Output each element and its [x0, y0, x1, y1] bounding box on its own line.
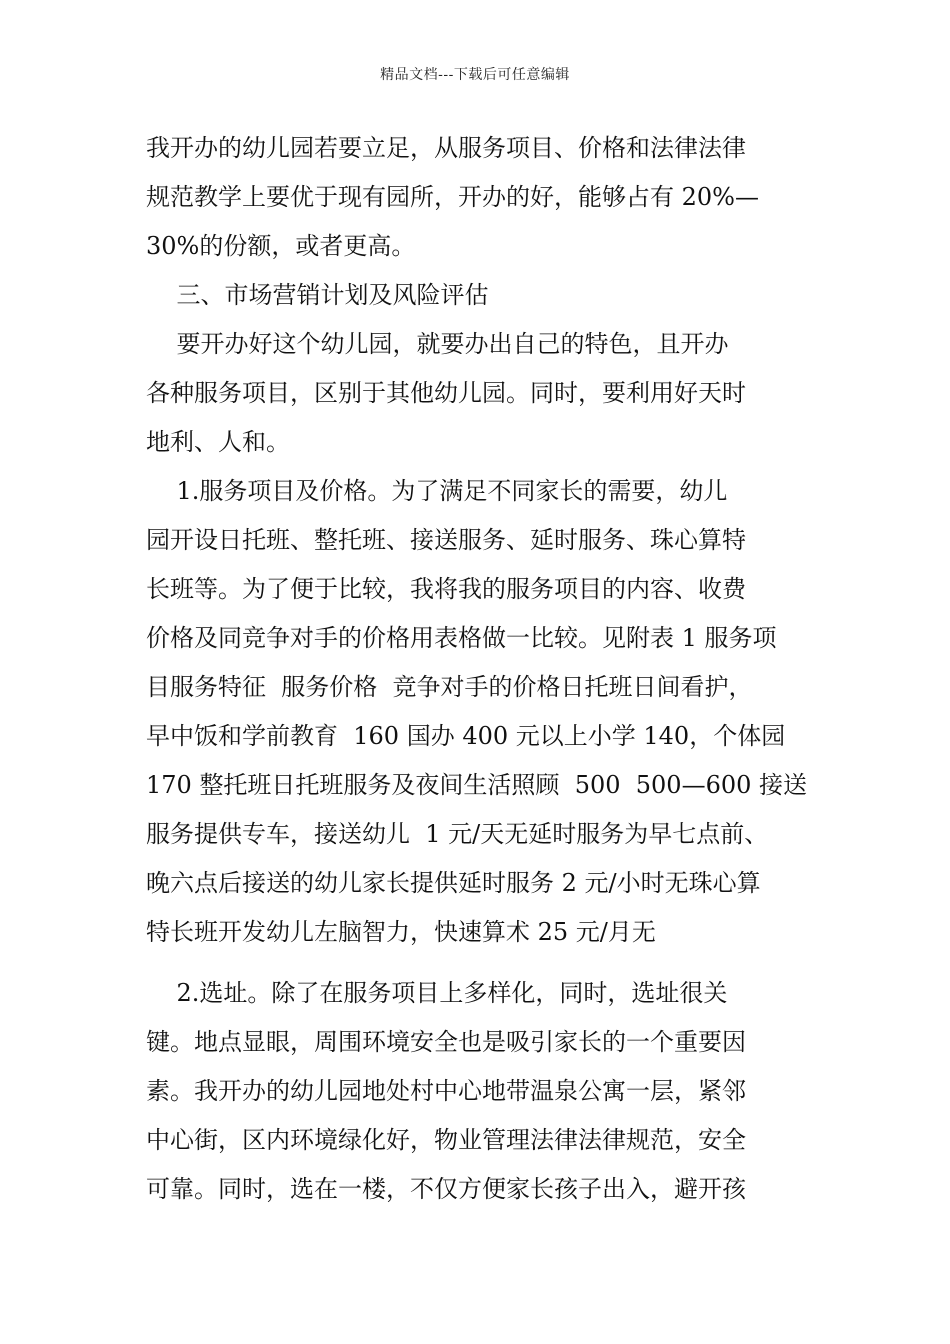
text-line: 各种服务项目，区别于其他幼儿园。同时，要利用好天时	[146, 379, 746, 407]
page-header: 精品文档---下载后可任意编辑	[380, 67, 570, 83]
section-heading: 三、市场营销计划及风险评估	[146, 281, 489, 309]
text-line: 园开设日托班、整托班、接送服务、延时服务、珠心算特	[146, 526, 746, 554]
text-line: 中心街，区内环境绿化好，物业管理法律法律规范，安全	[146, 1126, 746, 1154]
text-line: 特长班开发幼儿左脑智力，快速算术 25 元/月无	[146, 918, 656, 946]
paragraph-location	[146, 969, 808, 1214]
text-line: 长班等。为了便于比较，我将我的服务项目的内容、收费	[146, 575, 746, 603]
text-line: 素。我开办的幼儿园地处村中心地带温泉公寓一层，紧邻	[146, 1077, 746, 1105]
document-body	[146, 124, 808, 1214]
text-line: 晚六点后接送的幼儿家长提供延时服务 2 元/小时无珠心算	[146, 869, 761, 897]
paragraph-features	[146, 320, 808, 467]
text-line: 要开办好这个幼儿园，就要办出自己的特色，且开办	[146, 330, 729, 358]
section-heading-marketing-plan	[146, 271, 808, 320]
text-line: 目服务特征 服务价格 竞争对手的价格日托班日间看护，	[146, 673, 753, 701]
paragraph-services-prices	[146, 467, 808, 957]
text-line: 30%的份额，或者更高。	[146, 232, 416, 260]
paragraph-market-share	[146, 124, 808, 271]
text-line: 地利、人和。	[146, 428, 290, 456]
text-line: 早中饭和学前教育 160 国办 400 元以上小学 140，个体园	[146, 722, 786, 750]
text-line: 可靠。同时，选在一楼，不仅方便家长孩子出入，避开孩	[146, 1175, 746, 1203]
text-line: 价格及同竞争对手的价格用表格做一比较。见附表 1 服务项	[146, 624, 777, 652]
text-line: 我开办的幼儿园若要立足，从服务项目、价格和法律法律	[146, 134, 746, 162]
text-line: 键。地点显眼，周围环境安全也是吸引家长的一个重要因	[146, 1028, 746, 1056]
text-line: 服务提供专车，接送幼儿 1 元/天无延时服务为早七点前、	[146, 820, 769, 848]
paragraph-gap	[146, 957, 808, 969]
text-line: 规范教学上要优于现有园所，开办的好，能够占有 20%—	[146, 183, 759, 211]
text-line: 1.服务项目及价格。为了满足不同家长的需要，幼儿	[146, 477, 728, 505]
text-line: 2.选址。除了在服务项目上多样化，同时，选址很关	[146, 979, 728, 1007]
text-line: 170 整托班日托班服务及夜间生活照顾 500 500—600 接送	[146, 771, 808, 799]
